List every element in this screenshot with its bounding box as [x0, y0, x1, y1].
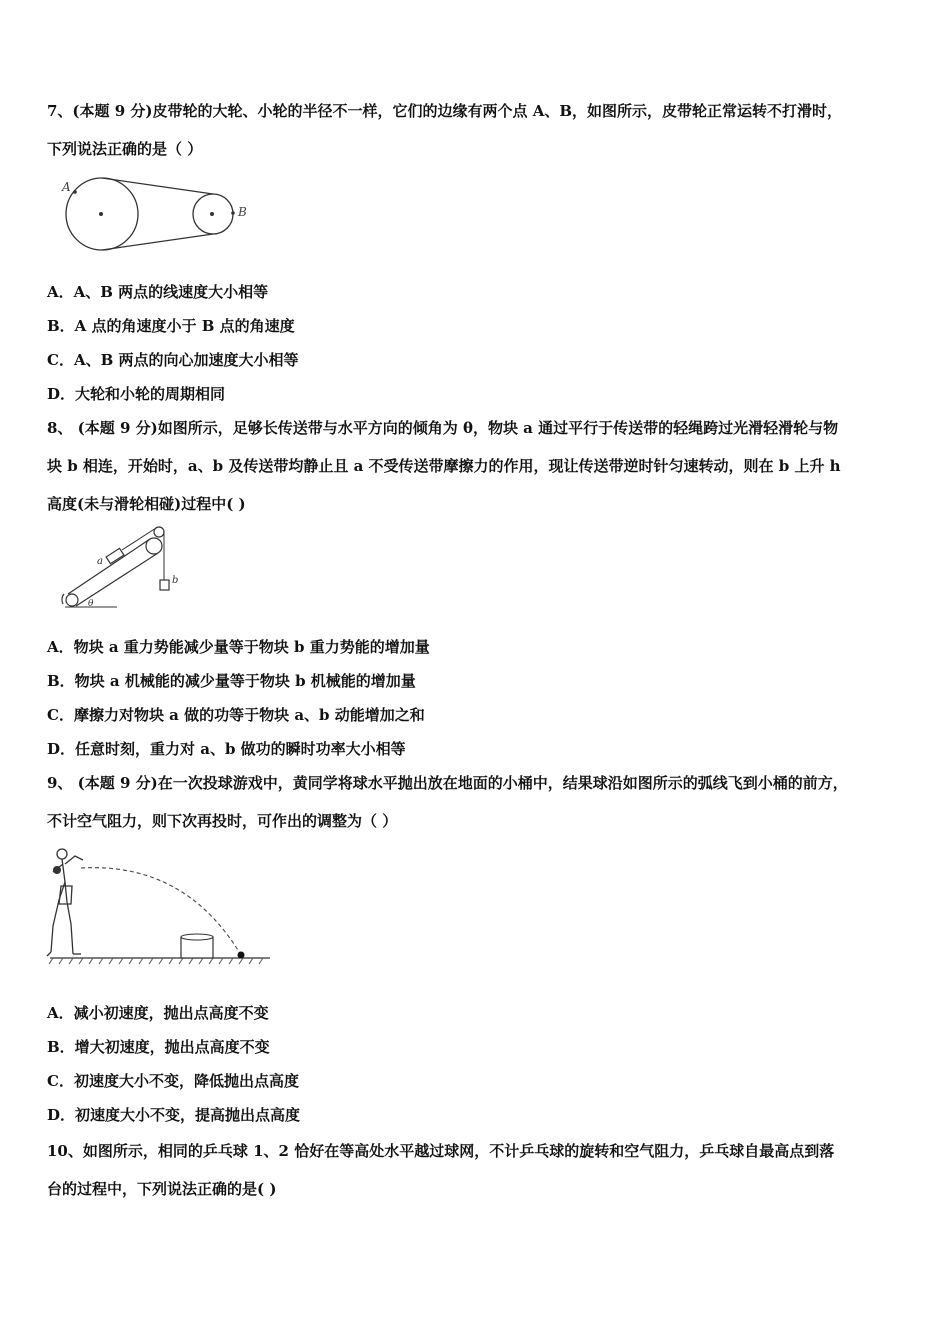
q8-stem-line-1: 8、 (本题 9 分)如图所示，足够长传送带与水平方向的倾角为 θ，物块 a 通过平行于传送带的轻绳跨过光滑轻滑轮与物 [47, 419, 839, 437]
conveyor-figure [55, 522, 195, 612]
label-b: b [172, 575, 179, 586]
q7-stem-line-1: 7、(本题 9 分)皮带轮的大轮、小轮的半径不一样，它们的边缘有两个点 A、B，如图所示，皮带轮正常运转不打滑时， [47, 102, 843, 120]
pulley [154, 527, 164, 537]
q7-option-d: D．大轮和小轮的周期相同 [47, 385, 226, 403]
belt-pulley-figure [55, 172, 265, 257]
q8-option-c: C．摩擦力对物块 a 做的功等于物块 a、b 动能增加之和 [47, 706, 425, 724]
q9-option-a: A．减小初速度，抛出点高度不变 [47, 1004, 269, 1022]
point-b-marker [231, 211, 235, 215]
q9-option-d: D．初速度大小不变，提高抛出点高度 [47, 1106, 301, 1124]
block-a [106, 548, 124, 563]
q7-option-b: B．A 点的角速度小于 B 点的角速度 [47, 317, 295, 335]
q9-option-b: B．增大初速度，抛出点高度不变 [47, 1038, 270, 1056]
q7-option-a: A．A、B 两点的线速度大小相等 [47, 283, 269, 301]
q7-option-c: C．A、B 两点的向心加速度大小相等 [47, 351, 299, 369]
upper-belt [102, 178, 213, 194]
q10-stem-line-1: 10、如图所示，相同的乒乓球 1、2 恰好在等高处水平越过球网，不计乒乓球的旋转和空气阻力，乒乓球自最高点到落 [47, 1142, 835, 1160]
ball-landing [238, 952, 245, 959]
q8-stem-line-3: 高度(未与滑轮相碰)过程中( ) [47, 495, 246, 513]
small-pulley-center [210, 212, 214, 216]
large-pulley-center [99, 212, 103, 216]
q8-option-a: A．物块 a 重力势能减少量等于物块 b 重力势能的增加量 [47, 638, 430, 656]
ball-in-hand [53, 866, 61, 874]
bucket-rim [181, 934, 213, 940]
q8-option-b: B．物块 a 机械能的减少量等于物块 b 机械能的增加量 [47, 672, 416, 690]
block-b [160, 580, 169, 590]
ball-throw-figure [45, 842, 275, 970]
lower-belt [102, 234, 213, 250]
q9-option-c: C．初速度大小不变，降低抛出点高度 [47, 1072, 299, 1090]
q10-stem-line-2: 台的过程中，下列说法正确的是( ) [47, 1180, 277, 1198]
q8-stem-line-2: 块 b 相连，开始时，a、b 及传送带均静止且 a 不受传送带摩擦力的作用，现让传送带逆时针匀速转动，则在 b 上升 h [47, 457, 841, 475]
ball-trajectory [81, 868, 241, 955]
label-b: B [238, 205, 247, 219]
rotation-arrow [62, 594, 64, 604]
label-a: A [62, 180, 71, 194]
q7-stem-line-2: 下列说法正确的是（ ） [47, 140, 203, 158]
q9-stem-line-2: 不计空气阻力，则下次再投时，可作出的调整为（ ） [47, 812, 398, 830]
point-a-marker [73, 190, 77, 194]
label-a: a [97, 556, 103, 567]
ground-hatching [49, 958, 263, 964]
person-thrower [47, 849, 83, 956]
q8-option-d: D．任意时刻，重力对 a、b 做功的瞬时功率大小相等 [47, 740, 406, 758]
q9-stem-line-1: 9、 (本题 9 分)在一次投球游戏中，黄同学将球水平抛出放在地面的小桶中，结果球沿如图所示的弧线飞到小桶的前方， [47, 774, 848, 792]
label-theta: θ [88, 599, 94, 609]
bottom-roller [66, 594, 78, 606]
